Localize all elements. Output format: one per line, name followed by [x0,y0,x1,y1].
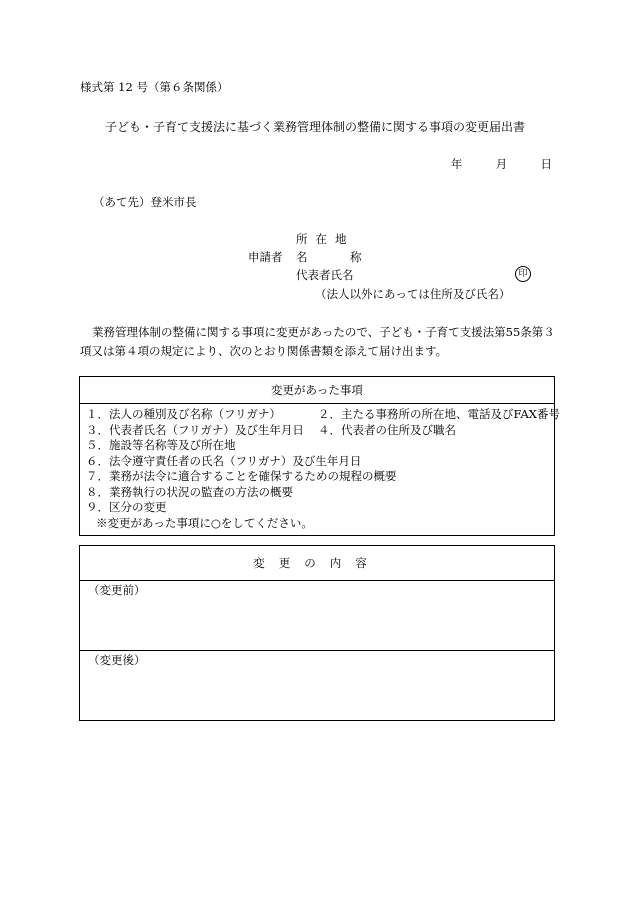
change-item-2[interactable]: ２．主たる事務所の所在地、電話及びFAX番号 [318,407,560,421]
changes-note: ※変更があった事項に○をしてください。 [96,515,313,530]
changes-box-header: 変更があった事項 [80,377,554,404]
name-label-part1: 名 [296,250,308,264]
change-item-7[interactable]: ７．業務が法令に適合することを確保するための規程の概要 [86,469,397,483]
changes-list [80,404,560,535]
seal-mark: 印 [515,266,531,282]
change-item-6[interactable]: ６．法令遵守責任者の氏名（フリガナ）及び生年月日 [86,453,362,468]
changes-box [79,376,560,536]
change-item-8[interactable]: ８．業務執行の状況の監査の方法の概要 [86,484,293,499]
list-item [86,423,554,439]
non-corporate-note: （法人以外にあっては住所及び氏名） [315,287,511,301]
content-box [79,545,555,721]
content-box-header: 変更の内容 [80,546,554,581]
change-item-9[interactable]: ９．区分の変更 [86,500,167,514]
change-item-4[interactable]: ４．代表者の住所及び職名 [318,422,456,437]
change-item-3[interactable]: ３．代表者氏名（フリガナ）及び生年月日 [86,422,304,437]
date-month: 月 [495,157,508,171]
representative-label: 代表者氏名 [296,268,354,282]
document-title: 子ども・子育て支援法に基づく業務管理体制の整備に関する事項の変更届出書 [104,120,525,134]
list-item [86,407,560,423]
change-item-1[interactable]: １．法人の種別及び名称（フリガナ） [86,407,281,421]
before-change-label: （変更前） [88,583,146,597]
before-change-field[interactable] [80,581,554,651]
date-year: 年 [450,157,463,171]
date-day: 日 [540,157,552,171]
date-line [451,157,552,171]
change-item-5[interactable]: ５．施設等名称等及び所在地 [86,438,236,452]
form-number: 様式第 12 号（第６条関係） [80,80,229,94]
declaration-text: 業務管理体制の整備に関する事項に変更があったので、子ども・子育て支援法第55条第３項又は第４項の規定により、次のとおり関係書類を添えて届け出ます。 [80,325,555,358]
name-label-part2: 称 [350,250,362,264]
after-change-field[interactable] [80,651,554,720]
after-change-label: （変更後） [88,653,146,667]
applicant-label: 申請者 [248,250,283,264]
addressee: （あて先）登米市長 [93,195,197,209]
location-label: 所在地 [296,232,355,246]
